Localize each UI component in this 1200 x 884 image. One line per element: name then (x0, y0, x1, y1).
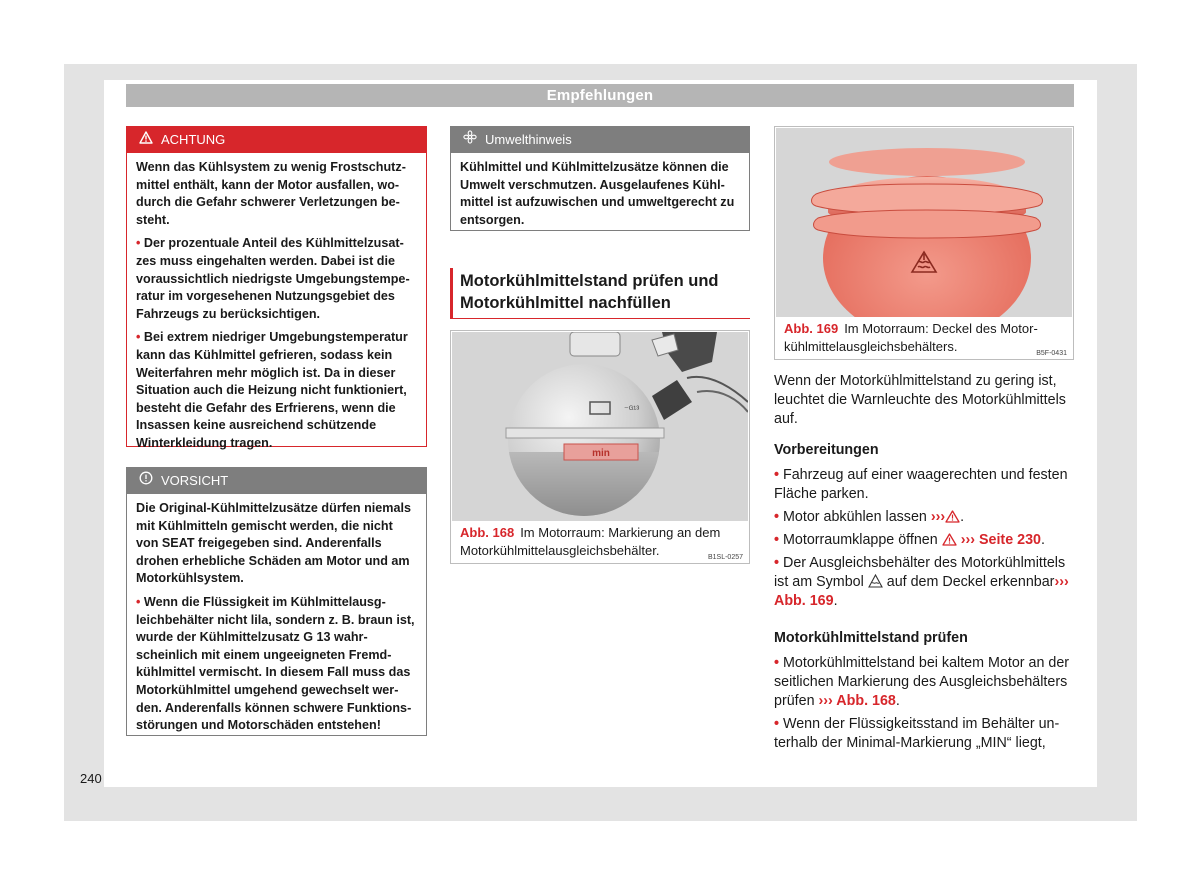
exclamation-circle-icon (139, 468, 153, 494)
caution-box-body (127, 494, 426, 743)
section-title: Motorkühlmittelstand prüfen und Motorkühlmittel nachfüllen (450, 268, 750, 319)
figure-label: Abb. 168 (460, 525, 515, 540)
list-item: • Fahrzeug auf einer waagerechten und festen Fläche parken. (774, 467, 1068, 502)
list-item: • Motorraumklappe öffnen ››› Seite 230. (774, 532, 1045, 548)
list-item: • Der Ausgleichsbehälter des Motorkühlmittels ist am Symbol auf dem Deckel erkennbar››› Abb. 169. (774, 555, 1069, 609)
caution-box (126, 467, 427, 736)
figure-168 (450, 330, 750, 564)
prep-heading: Vorbereitungen (774, 442, 879, 458)
bullet: • (136, 236, 141, 251)
bullet: • (136, 594, 141, 609)
warning-triangle-icon[interactable] (942, 533, 957, 546)
check-heading: Motorkühlmittelstand prüfen (774, 630, 968, 646)
figure-169 (774, 126, 1074, 360)
caution-box-title: VORSICHT (161, 473, 229, 488)
warning-triangle-icon[interactable] (945, 510, 960, 523)
figure-code: B5F-0431 (1036, 350, 1067, 357)
coolant-symbol-icon (868, 574, 883, 588)
caution-paragraph: Die Original-Kühlmittelzusätze dürfen niemals mit Kühlmitteln gemischt werden, die nicht von SEAT freigegeben sind. Anderenfalls drohen erhebliche Schäden am Motor und am Motorkühlsystem. (136, 501, 412, 586)
figure-caption-text: Im Motorraum: Markierung an dem Motorkühlmittelausgleichsbehälter. (460, 525, 721, 558)
coolant-reservoir-image (452, 332, 748, 521)
warning-triangle-icon (139, 127, 153, 153)
warning-box (126, 126, 427, 450)
figure-caption-text: Im Motorraum: Deckel des Motorkühlmittelausgleichsbehälters. (784, 321, 1038, 354)
environment-box-header (451, 127, 749, 153)
body-text (774, 372, 1074, 757)
reservoir-cap-image (776, 128, 1072, 317)
list-item: • Wenn der Flüssigkeitsstand im Behälter unterhalb der Minimal-Markierung „MIN“ liegt, (774, 716, 1060, 751)
figure-link[interactable]: ››› Abb. 169 (774, 574, 1069, 609)
warning-box-body (127, 153, 426, 461)
figure-code: B1SL-0257 (707, 554, 743, 561)
environment-text: Kühlmittel und Kühlmittelzusätze können die Umwelt verschmutzen. Ausgelaufenes Kühlmittel ist aufzuwischen und umweltgerecht zu entsorgen. (460, 160, 735, 227)
page-link[interactable]: ››› Seite 230 (960, 532, 1041, 548)
caution-box-header (127, 468, 426, 494)
warning-box-header (127, 127, 426, 153)
svg-text:⁻ᴳ¹³: ⁻ᴳ¹³ (624, 404, 640, 414)
list-item: • Motorkühlmittelstand bei kaltem Motor an der seitlichen Markierung des Ausgleichsbehälters prüfen ››› Abb. 168. (774, 655, 1070, 709)
figure-link[interactable]: ››› Abb. 168 (818, 693, 896, 709)
warning-paragraph: • Der prozentuale Anteil des Kühlmittelzusatzes muss eingehalten werden. Dabei ist die voraussichtlich niedrigste Umgebungstemperatur im vorgesehenen Nutzungsgebiet des Fahrzeugs zu berücksichtigen. (136, 236, 410, 321)
caution-paragraph: • Wenn die Flüssigkeit im Kühlmittelausgleichbehälter nicht lila, sondern z. B. braun ist, wurde der Kühlmittelzusatz G 13 wahrscheinlich mit einem ungeeigneten Fremdkühlmittel vermischt. In diesem Fall muss das Motorkühlmittel umgehend gewechselt werden. Anderenfalls können schwere Funktionsstörungen und Motorschäden entstehen! (136, 594, 415, 733)
page-number: 240 (80, 771, 102, 786)
warning-paragraph: Wenn das Kühlsystem zu wenig Frostschutzmittel enthält, kann der Motor ausfallen, wodurch die Gefahr schwerer Verletzungen besteht. (136, 160, 406, 227)
arrow-link[interactable]: ››› (930, 509, 946, 525)
environment-box-title: Umwelthinweis (485, 132, 572, 147)
environment-box-body (451, 153, 749, 237)
flower-icon (463, 127, 477, 153)
figure-caption (460, 524, 743, 560)
warning-paragraph: • Bei extrem niedriger Umgebungstemperatur kann das Kühlmittel gefrieren, sodass kein Weiterfahren mehr möglich ist. Da in dieser Situation auch die Heizung nicht funktioniert, besteht die Gefahr des Erfrierens, wenn die Insassen keine ausreichend schützende Winterkleidung tragen. (136, 330, 408, 450)
figure-label: Abb. 169 (784, 321, 839, 336)
intro-paragraph: Wenn der Motorkühlmittelstand zu gering ist, leuchtet die Warnleuchte des Motorkühlmittels auf. (774, 373, 1066, 427)
environment-box (450, 126, 750, 231)
bullet: • (136, 330, 141, 345)
list-item: • Motor abkühlen lassen ››› . (774, 509, 965, 525)
figure-caption (784, 320, 1067, 356)
chapter-header: Empfehlungen (126, 84, 1074, 107)
warning-box-title: ACHTUNG (161, 132, 226, 147)
min-marking-text: min (592, 448, 610, 459)
